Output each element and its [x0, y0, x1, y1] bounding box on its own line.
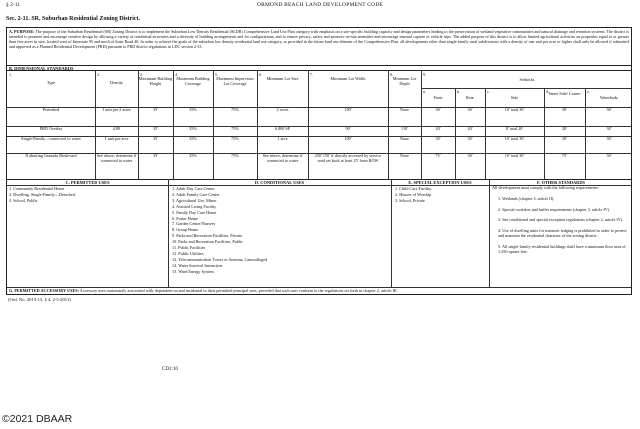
table-cell: 30'	[562, 136, 567, 141]
dimensional-standards-label: B. DIMENSIONAL STANDARDS	[7, 65, 631, 71]
table-cell: PRD Overlay	[39, 126, 63, 131]
table-cell: 30'	[606, 107, 612, 112]
setback-letter: d.	[546, 89, 549, 94]
table-cell: 35%	[189, 136, 197, 141]
zoning-table	[6, 27, 632, 295]
table-cell: 100'	[344, 136, 352, 141]
table-cell: 10' total 30'	[504, 153, 525, 158]
header-impervious: Maximum Impervious Lot Coverage	[216, 76, 254, 86]
table-cell: 10' total 30'	[504, 136, 525, 141]
table-cell: 90'	[345, 126, 351, 131]
table-cell: 1 acre	[277, 136, 288, 141]
table-cell: Permitted	[42, 107, 60, 112]
list-item: 4. Assisted Living Facility	[172, 203, 217, 209]
list-item: 2. Adult Family Care Center	[172, 191, 220, 197]
table-cell: If abutting Granada Boulevard	[25, 153, 77, 158]
table-cell: 20'	[467, 126, 473, 131]
header-coverage: Maximum Building Coverage	[176, 76, 210, 86]
col-number: 2.	[97, 72, 100, 77]
table-cell: 75'	[562, 153, 567, 158]
accessory-label: G. PERMITTED ACCESSORY USES:	[9, 288, 79, 293]
col-number: 1.	[9, 72, 12, 77]
table-cell: 35%	[189, 153, 197, 158]
table-cell: 2 acres	[276, 107, 289, 112]
purpose-text: The purpose of the Suburban Residential (SR) Zoning District is to implement the Suburban Low Density Residential (SLDR) Comprehensive Land Use Plan category with emphasis on a site-specific building capacity and design parameters leading to the preservation of wetland vegetative communities and natural drainage and retention systems. The district is intended to promote and encourage creative design by allowing a variety of residential structures and a diversity of building arrangements and lot configurations, and to ensure privacy, safety and promote on-site amenities and encourage internal capture of vehicle trips. The added purpose of this district is to allow limited agricultural activities on properties equal to or greater than five acres in size, located west of Interstate 95 and north of State Road 40. In order to achieve the goals of the suburban low density residential land use category, as provided in the future land use element of the Comprehensive Plan, all developments other than single-family rural subdivisions with a density of one unit per acre or higher shall only be allowed if submitted and approved as a Planned Residential Development (PRD) pursuant to PRD district regulations in LDC section 2-33.	[9, 29, 629, 49]
list-item: 8. Group Home	[172, 227, 199, 233]
table-cell: 30'	[606, 136, 612, 141]
list-item: 14. Water Survival Instruction	[172, 262, 223, 268]
header-setbacks: Setbacks	[519, 77, 535, 82]
list-item: 3. School, Private	[395, 197, 425, 203]
table-cell: 1 unit per 2 acres	[102, 107, 131, 112]
table-cell: 75%	[231, 153, 239, 158]
setback-rear: Rear	[466, 95, 474, 100]
header-type: Type	[46, 80, 56, 85]
table-cell: 35'	[153, 136, 158, 141]
table-cell: 35'	[153, 107, 158, 112]
other-standards-label: F. OTHER STANDARDS	[537, 180, 585, 185]
list-item: 1. Wetlands (chapter 3, article II).	[498, 195, 555, 201]
header-lot-depth: Minimum Lot Depth	[392, 76, 417, 86]
table-cell: 250' 150' if directly accessed by service road set back at least 25' from ROW	[314, 153, 382, 163]
header-density: Density	[109, 80, 124, 85]
purpose-label: A. PURPOSE:	[9, 29, 35, 34]
table-cell: 75%	[231, 107, 239, 112]
setback-letter: b.	[457, 89, 460, 94]
header-lot-width: Minimum Lot Width	[330, 76, 366, 81]
page-header	[6, 2, 634, 11]
table-cell: 30'	[435, 107, 441, 112]
setback-street-side: Street Side/ Corner	[548, 91, 581, 96]
col-number: 7.	[310, 72, 313, 77]
table-cell: None	[399, 136, 410, 141]
table-cell: 30'	[606, 153, 612, 158]
table-cell: 30'	[467, 136, 473, 141]
table-cell: See above, determine if connected to water	[262, 153, 303, 163]
header-lot-size: Minimum Lot Size	[266, 76, 299, 81]
table-cell: 1 unit per acre	[104, 136, 129, 141]
table-cell: See above, determine if connected to water	[96, 153, 137, 163]
list-item: 15. Wind Energy System	[172, 268, 214, 274]
col-number: 8.	[390, 72, 393, 77]
list-item: 2. Houses of Worship	[395, 191, 432, 197]
table-cell: 75%	[231, 126, 239, 131]
table-cell: 35%	[189, 126, 197, 131]
table-cell: None	[399, 153, 410, 158]
list-item: 3. See conditional and special exception regulations (chapter 2, article IV).	[498, 217, 624, 223]
table-cell: 20'	[562, 126, 567, 131]
code-title: ORMOND BEACH LAND DEVELOPMENT CODE	[256, 2, 384, 8]
list-item: 6. Foster Home	[172, 215, 198, 221]
table-cell: 20'	[435, 126, 441, 131]
page-code: CD2:16	[162, 367, 178, 372]
setback-letter: e.	[587, 89, 590, 94]
list-item: 9. Parks and Recreation Facilities, Private	[172, 233, 243, 239]
table-cell: 4.80	[112, 126, 121, 131]
copyright-watermark: ©2021 DBAAR	[2, 413, 73, 425]
table-cell: 30'	[467, 107, 473, 112]
section-title: Sec. 2-11. SR, Suburban Residential Zoning District.	[6, 16, 141, 22]
col-number: 3.	[140, 72, 143, 77]
permitted-uses-list	[9, 186, 75, 204]
setback-letter: c.	[487, 89, 490, 94]
list-item: 7. Garden Center/Nursery	[172, 221, 216, 227]
list-item: 2. Special corridors and buffer requirements (chapter 3, article IV).	[498, 206, 611, 212]
list-item: 1. Child Care Facility	[395, 186, 432, 191]
special-exception-label: E. SPECIAL EXCEPTION USES	[408, 180, 472, 185]
permitted-uses-label: C. PERMITTED USES	[65, 180, 110, 185]
setback-waterbody: Waterbody	[599, 95, 619, 100]
table-cell: 10' total 30'	[504, 107, 525, 112]
table-cell: 75'	[435, 153, 441, 158]
col-number: 9.	[423, 72, 426, 77]
table-cell: 30'	[562, 107, 567, 112]
table-cell: 30'	[606, 126, 612, 131]
accessory-uses	[9, 288, 398, 293]
list-item: 2. Dwelling, Single-Family—Detached	[9, 191, 75, 197]
list-item: 3. School, Public	[9, 197, 38, 203]
list-item: 1. Adult Day Care Center	[172, 186, 215, 191]
header-height: Maximum Building Height	[138, 76, 173, 86]
other-standards-list	[492, 186, 631, 254]
conditional-uses-label: D. CONDITIONAL USES	[254, 180, 305, 185]
table-cell: 30'	[435, 136, 441, 141]
list-item: 5. Family Day Care Home	[172, 209, 217, 215]
section-label: § 2-11	[6, 2, 21, 8]
table-cell: 30'	[467, 153, 473, 158]
table-cell: 100'	[344, 107, 352, 112]
list-item: 13. Telecommunication Tower or Antenna, Camouflaged	[172, 256, 268, 262]
col-number: 5.	[215, 72, 218, 77]
setback-front: Front	[433, 95, 443, 100]
table-cell: Single-Family—connected to water	[21, 136, 81, 141]
list-item: 11. Public Facilities	[172, 245, 206, 251]
table-cell: 8' total 20'	[505, 126, 524, 131]
dimensional-grid	[7, 71, 631, 179]
list-item: 5. All single-family residential buildings shall have a minimum floor area of 1,350 square feet.	[498, 243, 626, 254]
list-item: 4. Use of dwelling units for transient lodging is prohibited in order to protect and maintain the residential character of the zoning district.	[498, 228, 627, 238]
table-cell: 35'	[153, 126, 158, 131]
table-cell: 110'	[401, 126, 408, 131]
table-cell: None	[399, 107, 410, 112]
col-number: 4.	[175, 72, 178, 77]
ordinance-note: (Ord. No. 2013-13, § 4, 2-5-2013)	[8, 297, 71, 302]
purpose-block	[9, 30, 629, 50]
table-cell: 6,800 SF	[274, 126, 291, 131]
list-item: 1. Community Residential Home	[9, 186, 65, 191]
list-item: 3. Agricultural Use, Minor	[172, 197, 217, 203]
table-cell: 75%	[231, 136, 239, 141]
accessory-text: Accessory uses customarily associated with, dependent on and incidental to their permitted principal uses, provided that such uses conform to the regulations set forth in chapter 2, article III.	[79, 288, 398, 293]
list-item: 10. Parks and Recreation Facilities, Public	[172, 239, 244, 245]
table-cell: 35%	[189, 107, 197, 112]
list-item: All development must comply with the following requirements:	[492, 185, 599, 190]
setback-letter: a.	[423, 89, 426, 94]
list-item: 12. Public Utilities	[172, 250, 204, 256]
table-cell: 35'	[153, 153, 158, 158]
special-exception-list	[395, 186, 431, 204]
col-number: 6.	[259, 72, 262, 77]
conditional-uses-list	[172, 186, 267, 275]
setback-side: Side	[510, 95, 519, 100]
